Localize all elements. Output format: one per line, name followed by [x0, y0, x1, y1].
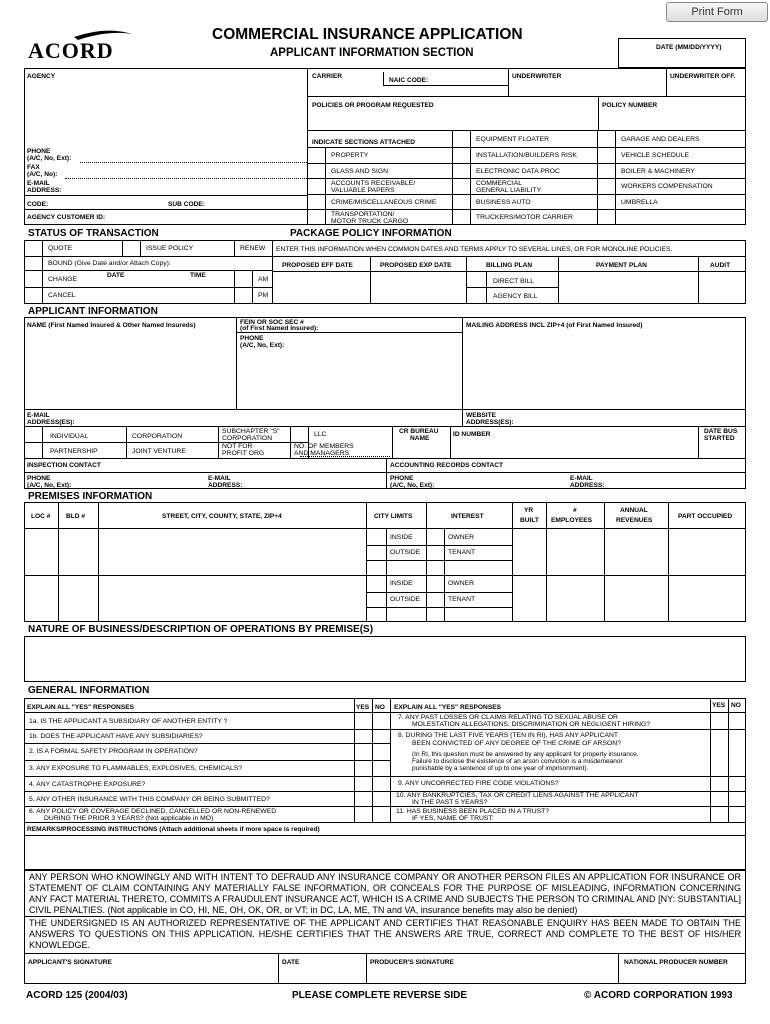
policies-label: POLICIES OR PROGRAM REQUESTED [312, 102, 434, 109]
status-issue-policy: ISSUE POLICY [146, 245, 194, 252]
cr-bureau-label: CR BUREAU [399, 428, 439, 435]
complete-reverse-note: PLEASE COMPLETE REVERSE SIDE [292, 990, 468, 1001]
policy-number-label: POLICY NUMBER [602, 102, 658, 109]
section-valuable-papers: VALUABLE PAPERS [331, 187, 395, 194]
producer-signature-label: PRODUCER'S SIGNATURE [370, 959, 454, 966]
nature-heading: NATURE OF BUSINESS/DESCRIPTION OF OPERATIONS BY PREMISE(S) [28, 624, 374, 635]
fein-sub: (of First Named Insured): [240, 325, 319, 332]
audit-label: AUDIT [710, 262, 731, 269]
accounting-contact-label: ACCOUNTING RECORDS CONTACT [390, 462, 504, 469]
inspection-phone-sub: (A/C, No, Ext): [27, 482, 72, 489]
question-7b: MOLESTATION ALLEGATIONS, DISCRIMINATION OR NEGLIGENT HIRING? [412, 721, 651, 728]
status-date-label: DATE [107, 272, 125, 279]
status-heading: STATUS OF TRANSACTION [28, 228, 159, 239]
status-quote: QUOTE [48, 245, 73, 252]
built-label: BUILT [520, 517, 539, 524]
status-am: AM [258, 276, 269, 283]
general-heading: GENERAL INFORMATION [28, 685, 150, 696]
explain-left-label: EXPLAIN ALL "YES" RESPONSES [27, 704, 135, 711]
question-8e: punishable by a sentence of up to one year of imprisonment). [412, 765, 589, 772]
agency-label: AGENCY [27, 73, 56, 80]
question-3: 3. ANY EXPOSURE TO FLAMMABLES, EXPLOSIVES, CHEMICALS? [29, 765, 243, 772]
mailing-address-label: MAILING ADDRESS INCL ZIP+4 (of First Named Insured) [466, 322, 643, 329]
direct-bill: DIRECT BILL [493, 278, 535, 285]
certification-statement: THE UNDERSIGNED IS AN AUTHORIZED REPRESENTATIVE OF THE APPLICANT AND CERTIFIES THAT REASONABLE ENQUIRY HAS BEEN MADE TO OBTAIN THE ANSWERS TO QUESTIONS ON THIS APPLICATION. HE/SHE CERTIFIES THAT THE ANSWERS ARE TRUE, CORRECT AND COMPLETE TO THE BEST OF HIS/HER KNOWLEDGE. [29, 918, 741, 950]
section-property: PROPERTY [331, 152, 369, 159]
question-1b: 1b. DOES THE APPLICANT HAVE ANY SUBSIDIARIES? [29, 733, 203, 740]
question-11b: IF YES, NAME OF TRUST: [412, 815, 494, 822]
website-sub: ADDRESS(ES): [466, 419, 514, 426]
billing-plan-label: BILLING PLAN [486, 262, 533, 269]
street-label: STREET, CITY, COUNTY, STATE, ZIP+4 [162, 513, 282, 520]
applicant-signature-label: APPLICANT'S SIGNATURE [28, 959, 112, 966]
accounting-phone-label: PHONE [390, 475, 414, 482]
agency-phone-sub: (A/C, No, Ext): [27, 155, 72, 162]
entity-individual: INDIVIDUAL [50, 433, 89, 440]
premise-2-tenant: TENANT [448, 596, 476, 603]
section-umbrella: UMBRELLA [621, 199, 658, 206]
premise-2-inside: INSIDE [390, 580, 413, 587]
applicant-section [24, 317, 746, 489]
no-left-label: NO [375, 704, 385, 711]
yes-left-label: YES [356, 704, 370, 711]
agency-fax-sub: (A/C, No): [27, 171, 58, 178]
entity-corporation: CORPORATION [132, 433, 183, 440]
question-10a: 10. ANY BANKRUPTCIES, TAX OR CREDIT LIENS AGAINST THE APPLICANT [396, 792, 639, 799]
section-garage: GARAGE AND DEALERS [621, 136, 700, 143]
revenues-label: REVENUES [616, 517, 653, 524]
section-vehicle-schedule: VEHICLE SCHEDULE [621, 152, 689, 159]
question-6a: 6. ANY POLICY OR COVERAGE DECLINED, CANCELLED OR NON-RENEWED [29, 808, 277, 815]
accounting-phone-sub: (A/C, No, Ext): [390, 482, 435, 489]
inspection-contact-label: INSPECTION CONTACT [27, 462, 101, 469]
date-box[interactable] [618, 38, 746, 68]
accounting-email-sub: ADDRESS: [570, 482, 605, 489]
entity-llc: LLC [314, 431, 327, 438]
annual-label: ANNUAL [620, 507, 648, 514]
question-2: 2. IS A FORMAL SAFETY PROGRAM IN OPERATION? [29, 748, 198, 755]
section-crime: CRIME/MISCELLANEOUS CRIME [331, 199, 437, 206]
inspection-email-label: E-MAIL [208, 475, 231, 482]
indicate-sections-label: INDICATE SECTIONS ATTACHED [312, 139, 416, 146]
package-note: ENTER THIS INFORMATION WHEN COMMON DATES AND TERMS APPLY TO SEVERAL LINES, OR FOR MONOLINE POLICIES. [276, 246, 673, 253]
proposed-eff-date-label: PROPOSED EFF DATE [282, 262, 353, 269]
section-glass-sign: GLASS AND SIGN [331, 168, 389, 175]
premise-2-outside: OUTSIDE [390, 596, 421, 603]
national-producer-number-label: NATIONAL PRODUCER NUMBER [624, 959, 728, 966]
members-label: NO. OF MEMBERS [294, 443, 354, 450]
status-bound: BOUND (Give Date and/or Attach Copy): [48, 260, 171, 267]
accounting-email-label: E-MAIL [570, 475, 593, 482]
fraud-statement: ANY PERSON WHO KNOWINGLY AND WITH INTENT TO DEFRAUD ANY INSURANCE COMPANY OR ANOTHER PERSON FILES AN APPLICATION FOR INSURANCE OR STATEMENT OF CLAIM CONTAINING ANY MATERIALLY FALSE INFORMATION, OR CONCEALS FOR THE PURPOSE OF MISLEADING, INFORMATION CONCERNING ANY FACT MATERIAL THERETO, COMMITS A FRAUDULENT INSURANCE ACT, WHICH IS A CRIME AND SUBJECTS THE PERSON TO CRIMINAL AND [NY: SUBSTANTIAL] CIVIL PENALTIES. (Not applicable in CO, HI, NE, OH, OK, OR, or VT; in DC, LA, ME, TN and VA, insurance benefits may also be denied) [29, 872, 741, 915]
form-number: ACORD 125 (2004/03) [26, 990, 128, 1001]
page-subtitle: APPLICANT INFORMATION SECTION [270, 47, 474, 59]
question-11a: 11. HAS BUSINESS BEEN PLACED IN A TRUST? [396, 808, 550, 815]
page-title: COMMERCIAL INSURANCE APPLICATION [212, 26, 523, 43]
agency-bill: AGENCY BILL [493, 293, 538, 300]
no-right-label: NO [731, 702, 741, 709]
question-8a: 8. DURING THE LAST FIVE YEARS (TEN IN RI), HAS ANY APPLICANT [398, 732, 619, 739]
section-business-auto: BUSINESS AUTO [476, 199, 531, 206]
inspection-phone-label: PHONE [27, 475, 51, 482]
applicant-phone-sub: (A/C, No, Ext): [240, 342, 285, 349]
section-boiler: BOILER & MACHINERY [621, 168, 695, 175]
question-8b: BEEN CONVICTED OF ANY DEGREE OF THE CRIME OF ARSON? [412, 740, 621, 747]
carrier-label: CARRIER [312, 73, 343, 80]
applicant-phone-label: PHONE [240, 335, 264, 342]
status-time-label: TIME [190, 272, 206, 279]
id-number-label: ID NUMBER [453, 431, 491, 438]
remarks-field[interactable] [24, 836, 746, 870]
part-occupied-label: PART OCCUPIED [678, 513, 733, 520]
question-4: 4. ANY CATASTROPHE EXPOSURE? [29, 781, 146, 788]
date-label: DATE (MM/DD/YYYY) [656, 44, 722, 51]
section-electronic-data: ELECTRONIC DATA PROC [476, 168, 560, 175]
sub-code-label: SUB CODE: [168, 201, 205, 208]
agency-fax-label: FAX [27, 164, 40, 171]
question-6b: DURING THE PRIOR 3 YEARS? (Not applicable in MO) [44, 815, 214, 822]
loc-label: LOC # [31, 513, 51, 520]
payment-plan-label: PAYMENT PLAN [596, 262, 647, 269]
package-heading: PACKAGE POLICY INFORMATION [290, 228, 452, 239]
cr-bureau-name: NAME [410, 435, 430, 442]
question-9: 9. ANY UNCORRECTED FIRE CODE VIOLATIONS? [398, 780, 559, 787]
question-10b: IN THE PAST 5 YEARS? [412, 799, 488, 806]
yr-label: YR [524, 507, 534, 514]
agency-email-label: E-MAIL [27, 180, 50, 187]
inspection-email-sub: ADDRESS: [208, 482, 243, 489]
city-limits-label: CITY LIMITS [374, 513, 413, 520]
question-8c: (In RI, this question must be answered by any applicant for property insurance. [412, 751, 639, 758]
status-pm: PM [258, 292, 269, 299]
premise-1-outside: OUTSIDE [390, 549, 421, 556]
interest-label: INTEREST [451, 513, 484, 520]
status-change: CHANGE [48, 276, 78, 283]
entity-subchapter-s: SUBCHAPTER "S" [222, 428, 280, 435]
entity-joint-venture: JOINT VENTURE [132, 448, 186, 455]
question-7a: 7. ANY PAST LOSSES OR CLAIMS RELATING TO SEXUAL ABUSE OR [398, 714, 618, 721]
members-managers: AND MANAGERS [294, 450, 350, 457]
entity-partnership: PARTNERSHIP [50, 448, 98, 455]
premise-1-owner: OWNER [448, 534, 475, 541]
date-bus-started: STARTED [704, 435, 735, 442]
entity-profit-org: PROFIT ORG [222, 450, 265, 457]
num-label: # [573, 507, 577, 514]
section-general-liability: GENERAL LIABILITY [476, 187, 542, 194]
yes-right-label: YES [712, 702, 726, 709]
website-label: WEBSITE [466, 412, 497, 419]
section-transportation: TRANSPORTATION/ [331, 211, 395, 218]
date-bus-label: DATE BUS [704, 428, 738, 435]
applicant-email-label: E-MAIL [27, 412, 50, 419]
section-equipment-floater: EQUIPMENT FLOATER [476, 136, 550, 143]
logo-text: ACORD [28, 38, 114, 63]
acord-logo [26, 28, 136, 68]
agency-email-sub: ADDRESS: [27, 187, 62, 194]
section-truckers: TRUCKERS/MOTOR CARRIER [476, 214, 573, 221]
agency-customer-id-label: AGENCY CUSTOMER ID: [27, 214, 106, 221]
section-accounts-receivable: ACCOUNTS RECEIVABLE/ [331, 180, 416, 187]
employees-label: EMPLOYEES [551, 517, 593, 524]
applicant-heading: APPLICANT INFORMATION [28, 306, 158, 317]
applicant-email-sub: ADDRESS(ES): [27, 419, 75, 426]
premise-1-inside: INSIDE [390, 534, 413, 541]
copyright: © ACORD CORPORATION 1993 [584, 990, 733, 1001]
underwriter-office-label: UNDERWRITER OFF. [670, 73, 736, 80]
status-cancel: CANCEL [48, 292, 76, 299]
underwriter-label: UNDERWRITER [512, 73, 562, 80]
question-1a: 1a. IS THE APPLICANT A SUBSIDIARY OF ANOTHER ENTITY ? [29, 718, 228, 725]
applicant-name-label: NAME (First Named Insured & Other Named Insureds) [27, 322, 196, 329]
status-renew: RENEW [240, 245, 266, 252]
entity-subchapter-corp: CORPORATION [222, 435, 273, 442]
proposed-exp-date-label: PROPOSED EXP DATE [380, 262, 452, 269]
remarks-label: REMARKS/PROCESSING INSTRUCTIONS (Attach additional sheets if more space is required) [27, 826, 320, 833]
signature-date-label: DATE [282, 959, 300, 966]
bld-label: BLD # [66, 513, 86, 520]
section-installation: INSTALLATION/BUILDERS RISK [476, 152, 577, 159]
agency-phone-label: PHONE [27, 148, 51, 155]
entity-not-for: NOT FOR [222, 443, 253, 450]
section-motor-truck-cargo: MOTOR TRUCK CARGO [331, 218, 409, 225]
nature-of-business-field[interactable] [24, 636, 746, 682]
naic-label: NAIC CODE: [389, 77, 429, 84]
premise-1-tenant: TENANT [448, 549, 476, 556]
question-5: 5. ANY OTHER INSURANCE WITH THIS COMPANY OR BEING SUBMITTED? [29, 796, 270, 803]
premises-heading: PREMISES INFORMATION [28, 491, 153, 502]
premise-2-owner: OWNER [448, 580, 475, 587]
fein-label: FEIN OR SOC SEC # [240, 319, 304, 326]
section-commercial: COMMERCIAL [476, 180, 523, 187]
question-8d: Failure to disclose the existence of an arson conviction is a misdemeanor [412, 758, 623, 765]
print-form-button[interactable]: Print Form [666, 2, 768, 22]
code-label: CODE: [27, 201, 49, 208]
section-workers-comp: WORKERS COMPENSATION [621, 183, 713, 190]
explain-right-label: EXPLAIN ALL "YES" RESPONSES [394, 704, 502, 711]
